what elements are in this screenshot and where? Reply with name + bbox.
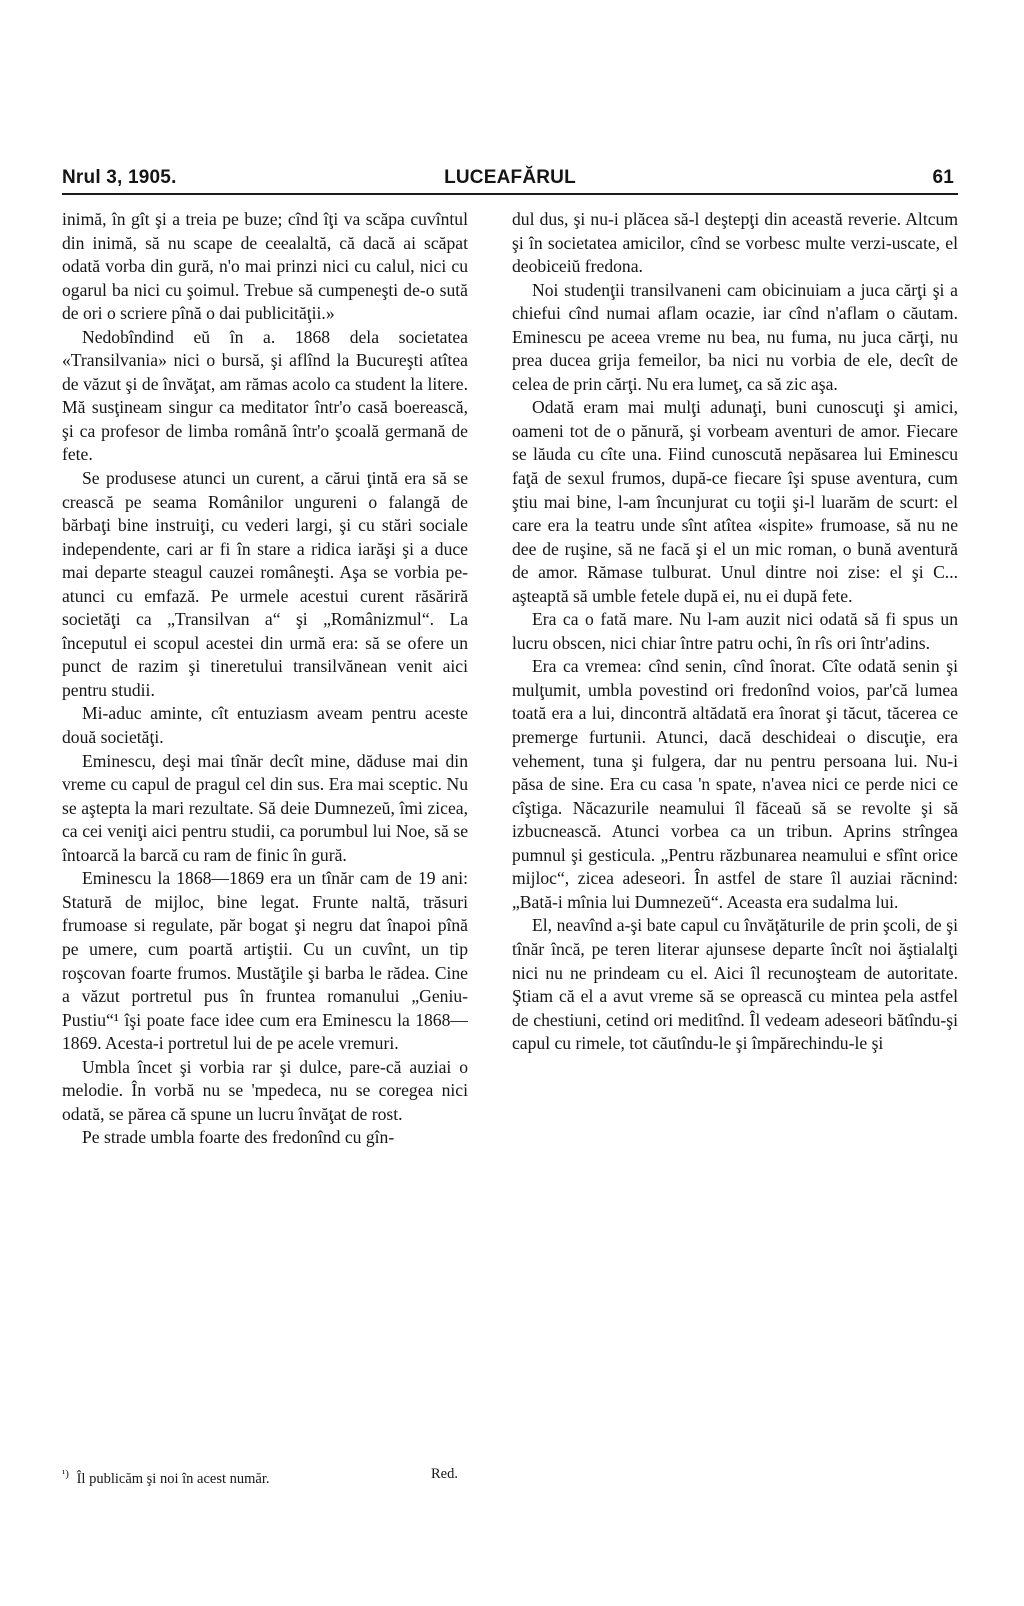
paragraph: Noi studenţii transilvaneni cam obicinuiam a juca cărţi şi a chiefui cînd numai aflam ocazie, iar cînd n'aflam o căutam. Eminescu pe aceea vreme nu bea, nu fuma, nu juca cărţi, nu prea ducea grija femeilor, ba nici nu vorbia de ele, decît de celea de prin cărţi. Nu era lumeţ, ca să zic aşa. [512,279,958,394]
footnote-signature: Red. [431,1466,458,1482]
footnote [62,1464,468,1489]
paragraph: Se produsese atunci un curent, a cărui ţintă era să se crească pe seama Românilor ungureni o falangă de bărbaţi bine instruiţi, cu vederi largi, şi cu stări sociale independente, cari ar fi în stare a ridica iarăşi şi a duce mai departe steagul cauzei româneşti. Aşa se vorbia pe-atunci cu emfază. Pe urmele acestui curent răsăriră societăţi ca „Transilvan a“ şi „Românizmul“. La începutul ei scopul acestei din urmă era: să se ofere un punct de razim şi tineretului transilvănean venit aici pentru studii. [62,468,468,700]
paragraph: Eminescu, deşi mai tînăr decît mine, dăduse mai din vreme cu capul de pragul cel din sus. Era mai sceptic. Nu se aştepta la mari rezultate. Să deie Dumnezeŭ, îmi zicea, ca cei veniţi aici pentru studii, ca porumbul lui Noe, să se întoarcă la barcă cu ram de finic în gură. [62,750,468,865]
journal-title: LUCEAFĂRUL [444,167,576,188]
paragraph: El, neavînd a-şi bate capul cu învăţăturile de prin şcoli, de şi tînăr încă, pe teren literar ajunsese departe încît noi ăştialalţi nici nu ne prindeam cu el. Aici îl recunoşteam de autoritate. Ştiam că el a avut vreme să se oprească cu mintea pela astfel de chestiuni, cetind ori meditînd. Îl vedeam adeseori bătîndu-şi capul cu rimele, tot căutîndu-le şi împărechindu-le şi [512,915,958,1054]
issue-number: Nrul 3, 1905. [62,167,177,188]
paragraph: Era ca o fată mare. Nu l-am auzit nici odată să fi spus un lucru obscen, nici chiar între patru ochi, în rîs ori într'adins. [512,609,958,653]
left-column [62,208,468,1150]
page-number: 61 [932,167,954,188]
paragraph: Pe strade umbla foarte des fredonînd cu gîn- [82,1127,395,1148]
paragraph: Era ca vremea: cînd senin, cînd înorat. Cîte odată senin şi mulţumit, umbla povestind ori fredonînd voios, par'că lumea toată era a lui, dincontră altădată era înorat şi tăcut, tăcerea ce premerge furtunii. Atunci, dacă deschideai o discuţie, era vehement, tuna şi fulgera, dar nu pentru persoana lui. Nu-i păsa de sine. Era cu casa 'n spate, n'avea nici ce perde nici ce cîştiga. Năcazurile neamului îl făceaŭ să se revolte şi să izbucnească. Atunci vorbea ca un tribun. Aprins strîngea pumnul şi gesticula. „Pentru răzbunarea neamului e sfînt orice mijloc“, zicea adeseori. În astfel de stare îl auziai răcnind: „Bată-i mînia lui Dumnezeŭ“. Aceasta era sudalma lui. [512,656,958,912]
paragraph: Mi-aduc aminte, cît entuziasm aveam pentru aceste două societăţi. [62,703,468,748]
right-column [512,208,958,1056]
paragraph: dul dus, şi nu-i plăcea să-l deştepţi din această reverie. Altcum şi în societatea amicilor, cînd se vorbesc multe verzi-uscate, el deobiceiŭ fredona. [512,209,958,277]
footnote-marker: ¹) [62,1468,69,1480]
paragraph: Eminescu la 1868—1869 era un tînăr cam de 19 ani: Statură de mijloc, bine legat. Frunte naltă, trăsuri frumoase si regulate, păr bogat şi negru dat înapoi pînă pe umere, cum poartă artiştii. Cu un cuvînt, un tip roşcovan foarte frumos. Mustăţile şi barba le rădea. Cine a văzut portretul pus în fruntea romanului „Geniu-Pustiu“¹ îşi poate face idee cum era Eminescu la 1868—1869. Acesta-i portretul lui de pe acele vremuri. [62,868,468,1054]
page-header [62,167,958,195]
paragraph: Nedobîndind eŭ în a. 1868 dela societatea «Transilvania» nici o bursă, şi aflînd la Bucureşti atîtea de văzut şi de învăţat, am rămas acolo ca student la litere. Mă susţineam singur ca meditator într'o casă boerească, şi ca profesor de limba română într'o şcoală germană de fete. [62,326,468,465]
paragraph: Odată eram mai mulţi adunaţi, buni cunoscuţi şi amici, oameni tot de o pănură, şi vorbeam aventuri de amor. Fiecare se lăuda cu cîte una. Fiind cunoscută nepăsarea lui Eminescu faţă de sexul frumos, după-ce fiecare îşi spuse aventura, cum ştiu mai bine, l-am încunjurat cu toţii şi-l luarăm de scurt: el care era la teatru unde sînt atîtea «ispite» frumoase, să nu ne dee de ruşine, să ne facă şi el un mic roman, o bună aventură de amor. Rămase tulburat. Unul dintre noi zise: el şi C... aşteaptă să umble fetele după ei, nu ei după fete. [512,397,958,606]
footnote-text: Îl publicăm şi noi în acest număr. [76,1470,270,1487]
paragraph: inimă, în gît şi a treia pe buze; cînd îţi va scăpa cuvîntul din inimă, să nu scape de ceealaltă, că dacă ai scăpat odată vorba din gură, n'o mai prinzi nici cu calul, nici cu ogarul ba nici cu şoimul. Trebue să cumpeneşti de-o sută de ori o scriere pînă o dai publicităţii.» [62,209,468,324]
paragraph: Umbla încet şi vorbia rar şi dulce, pare-că auziai o melodie. În vorbă nu se 'mpedeca, nu se coregea nici odată, se părea că spune un lucru învăţat de rost. [62,1056,468,1124]
